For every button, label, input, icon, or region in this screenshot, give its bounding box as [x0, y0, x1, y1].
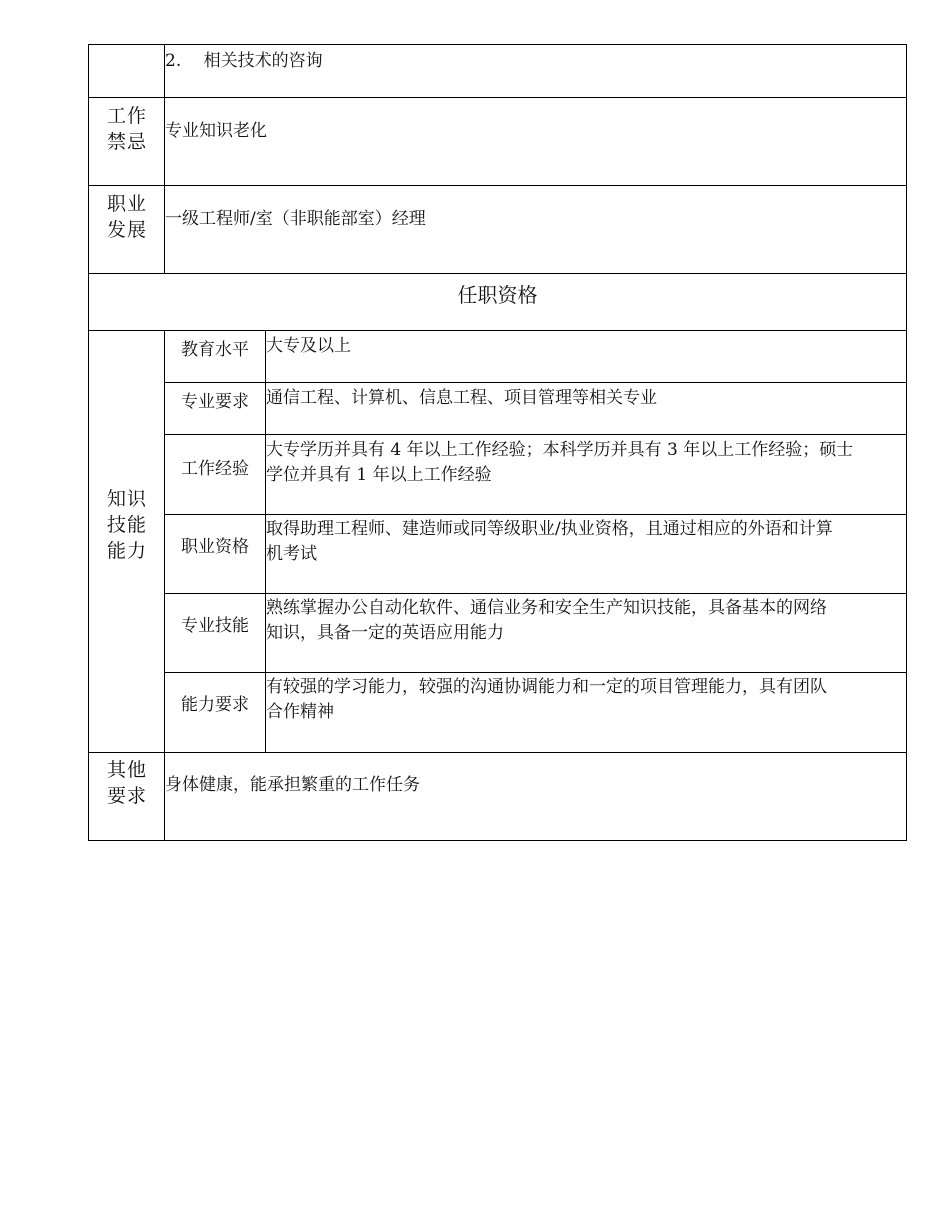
experience-text [266, 438, 853, 488]
experience-text-line2: 学位并具有 1 年以上工作经验 [266, 465, 492, 485]
skills-text [266, 596, 827, 646]
taboo-label-line2: 禁忌 [106, 131, 147, 153]
skills-label: 专业技能 [181, 616, 249, 636]
certification-text-line1: 取得助理工程师、建造师或同等级职业/执业资格，且通过相应的外语和计算 [266, 519, 833, 539]
experience-label: 工作经验 [181, 459, 249, 479]
certification-label: 职业资格 [181, 537, 249, 557]
row-divider [165, 382, 906, 383]
major-text: 通信工程、计算机、信息工程、项目管理等相关专业 [266, 388, 657, 408]
other-label [89, 757, 165, 809]
row-divider [165, 514, 906, 515]
certification-text [266, 517, 833, 567]
education-text: 大专及以上 [266, 336, 351, 356]
skills-group-label-line1: 知识 [106, 488, 147, 510]
ability-text-line1: 有较强的学习能力，较强的沟通协调能力和一定的项目管理能力，具有团队 [266, 677, 827, 697]
row-divider [89, 185, 906, 186]
other-label-line1: 其他 [106, 759, 147, 781]
row-divider [165, 672, 906, 673]
taboo-text: 专业知识老化 [165, 121, 267, 141]
skills-group-label-line3: 能力 [106, 540, 147, 562]
qualification-heading: 任职资格 [457, 283, 538, 307]
ability-text-line2: 合作精神 [266, 702, 334, 722]
skills-text-line2: 知识，具备一定的英语应用能力 [266, 623, 504, 643]
row-divider [89, 752, 906, 753]
certification-text-line2: 机考试 [266, 544, 317, 564]
career-label-line1: 职业 [106, 193, 147, 215]
major-label: 专业要求 [181, 392, 249, 412]
row-divider [89, 273, 906, 274]
ability-label: 能力要求 [181, 695, 249, 715]
experience-text-line1: 大专学历并具有 4 年以上工作经验；本科学历并具有 3 年以上工作经验；硕士 [266, 440, 854, 460]
taboo-label-line1: 工作 [106, 105, 147, 127]
skills-text-line1: 熟练掌握办公自动化软件、通信业务和安全生产知识技能，具备基本的网络 [266, 598, 827, 618]
other-text: 身体健康，能承担繁重的工作任务 [165, 775, 420, 795]
career-label [89, 191, 165, 243]
taboo-label [89, 103, 165, 155]
consult-text: 2. 相关技术的咨询 [165, 51, 323, 71]
career-text: 一级工程师/室（非职能部室）经理 [165, 209, 426, 229]
row-divider [89, 97, 906, 98]
ability-text [266, 675, 827, 725]
education-label: 教育水平 [181, 340, 249, 360]
row-divider [89, 330, 906, 331]
skills-group-label [89, 486, 165, 564]
other-label-line2: 要求 [106, 785, 147, 807]
skills-group-label-line2: 技能 [106, 514, 147, 536]
job-description-table [88, 44, 907, 841]
row-divider [165, 434, 906, 435]
career-label-line2: 发展 [106, 219, 147, 241]
row-divider [165, 593, 906, 594]
